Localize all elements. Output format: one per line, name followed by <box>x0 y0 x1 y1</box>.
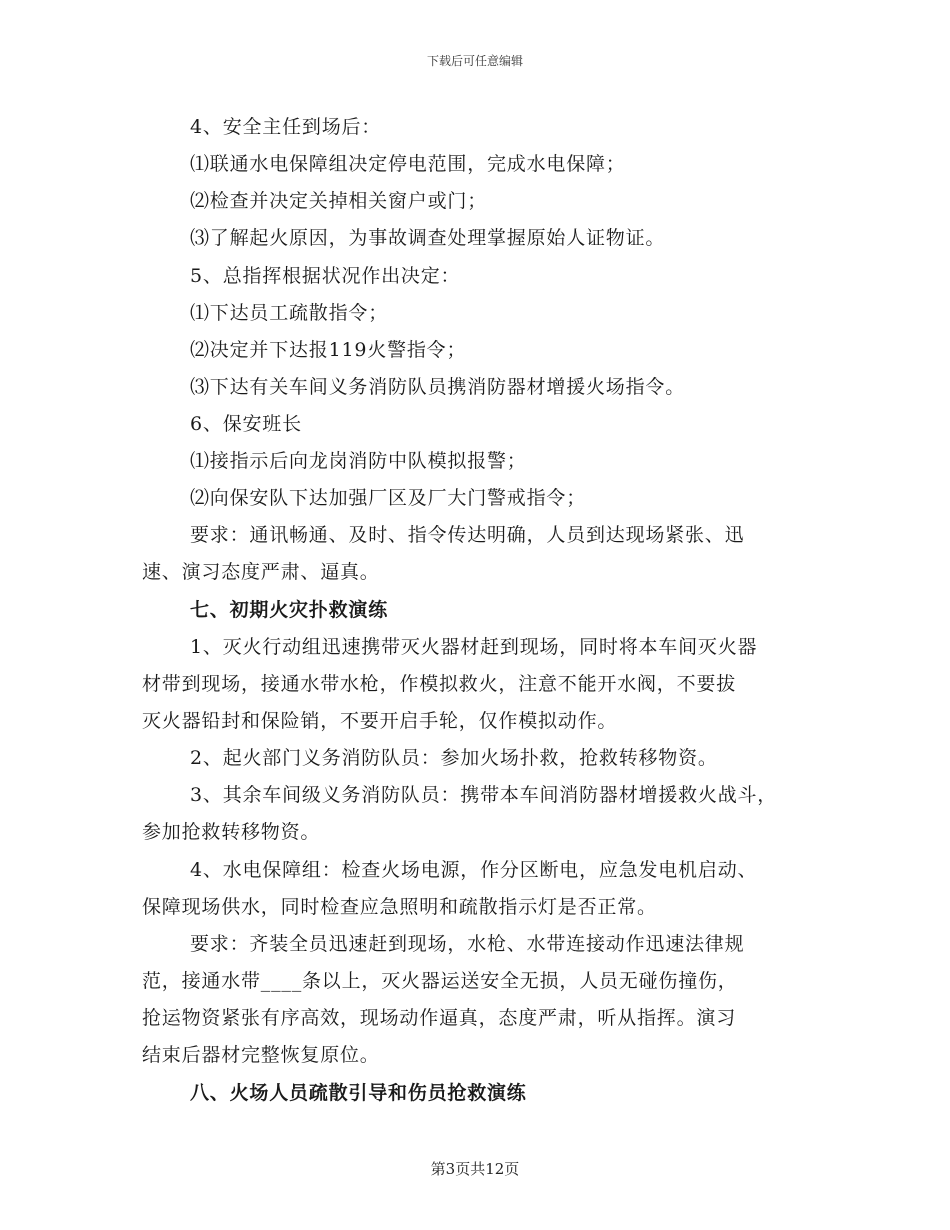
sub-item: ⑶下达有关车间义务消防队员携消防器材增援火场指令。 <box>190 376 686 398</box>
requirement-paragraph: 结束后器材完整恢复原位。 <box>142 1044 380 1066</box>
section-heading-7: 七、初期火灾扑救演练 <box>190 599 389 621</box>
sub-item: ⑵向保安队下达加强厂区及厂大门警戒指令； <box>190 487 587 509</box>
paragraph: 保障现场供水，同时检查应急照明和疏散指示灯是否正常。 <box>142 896 657 918</box>
sub-item: ⑴下达员工疏散指令； <box>190 302 389 324</box>
paragraph: 材带到现场，接通水带水枪，作模拟救火，注意不能开水阀，不要拔 <box>142 673 737 695</box>
sub-item: ⑴联通水电保障组决定停电范围，完成水电保障； <box>190 153 626 175</box>
sub-item: ⑵检查并决定关掉相关窗户或门； <box>190 190 488 212</box>
paragraph: 参加抢救转移物资。 <box>142 821 321 843</box>
paragraph: 1、灭火行动组迅速携带灭火器材赶到现场，同时将本车间灭火器 <box>190 636 758 658</box>
section-heading-8: 八、火场人员疏散引导和伤员抢救演练 <box>190 1082 527 1104</box>
requirement-paragraph: 速、演习态度严肃、逼真。 <box>142 561 380 583</box>
requirement-paragraph: 抢运物资紧张有序高效，现场动作逼真，态度严肃，听从指挥。演习 <box>142 1007 737 1029</box>
requirement-paragraph: 范，接通水带____条以上，灭火器运送安全无损，人员无碰伤撞伤， <box>142 970 738 992</box>
item-5-heading: 5、总指挥根据状况作出决定： <box>190 265 461 287</box>
paragraph: 2、起火部门义务消防队员：参加火场扑救，抢救转移物资。 <box>190 747 718 769</box>
sub-item: ⑵决定并下达报119火警指令； <box>190 339 467 361</box>
paragraph: 3、其余车间级义务消防队员：携带本车间消防器材增援救火战斗， <box>190 784 778 806</box>
sub-item: ⑴接指示后向龙岗消防中队模拟报警； <box>190 450 527 472</box>
requirement-paragraph: 要求：通讯畅通、及时、指令传达明确，人员到达现场紧张、迅 <box>190 524 745 546</box>
item-4-heading: 4、安全主任到场后： <box>190 116 382 138</box>
paragraph: 灭火器铅封和保险销，不要开启手轮，仅作模拟动作。 <box>142 710 618 732</box>
requirement-paragraph: 要求：齐装全员迅速赶到现场，水枪、水带连接动作迅速法律规 <box>190 933 745 955</box>
paragraph: 4、水电保障组：检查火场电源，作分区断电，应急发电机启动、 <box>190 859 758 881</box>
item-6-heading: 6、保安班长 <box>190 413 302 435</box>
page-number: 第3页共12页 <box>430 1160 520 1178</box>
sub-item: ⑶了解起火原因，为事故调查处理掌握原始人证物证。 <box>190 227 666 249</box>
page-header: 下载后可任意编辑 <box>426 54 523 68</box>
